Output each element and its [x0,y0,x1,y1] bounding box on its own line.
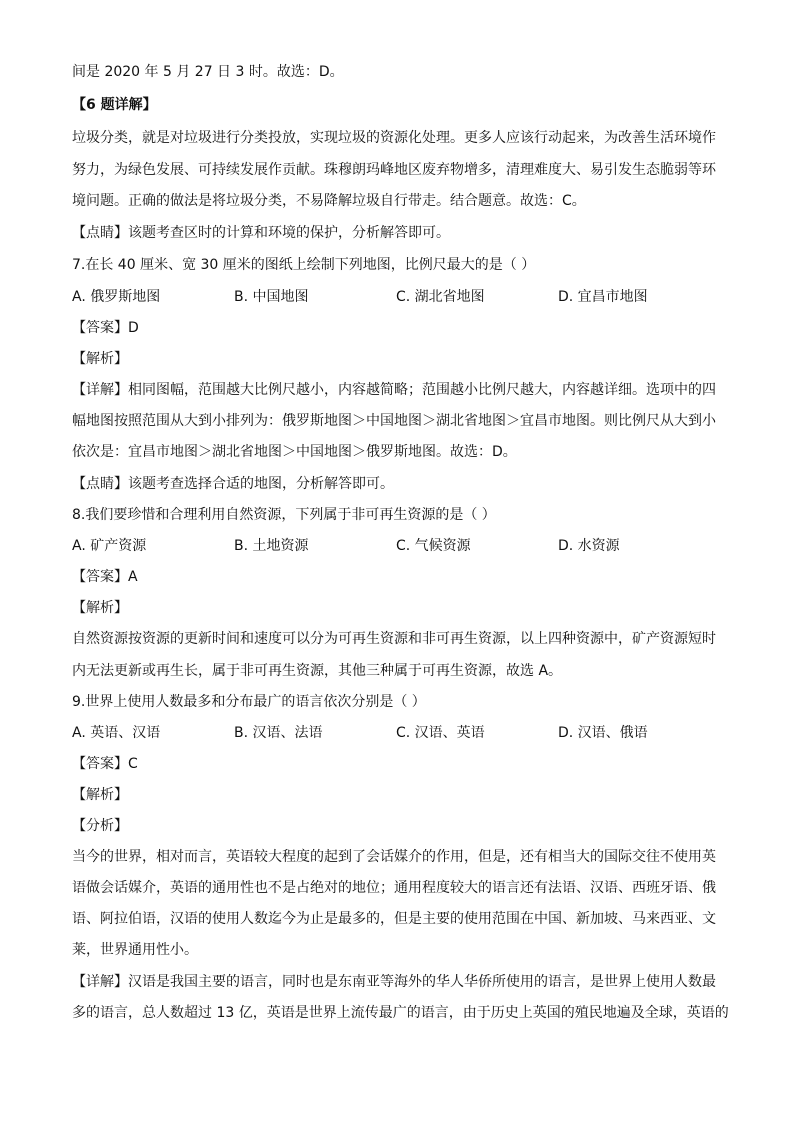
option-d: D. 汉语、俄语 [558,725,648,741]
question-8: 8.我们要珍惜和合理利用自然资源，下列属于非可再生资源的是（ ） [72,507,496,523]
text-line: 【详解】汉语是我国主要的语言，同时也是东南亚等海外的华人华侨所使用的语言，是世界上使用人数最 [72,974,716,990]
option-c: C. 湖北省地图 [396,289,485,305]
section-heading: 【6 题详解】 [72,97,157,113]
answer-label: 【答案】D [72,320,139,336]
text-line: 语做会话媒介，英语的通用性也不是占绝对的地位；通用程度较大的语言还有法语、汉语、西班牙语、俄 [72,880,716,896]
text-line: 努力，为绿色发展、可持续发展作贡献。珠穆朗玛峰地区废弃物增多，清理难度大、易引发生态脆弱等环 [72,162,716,178]
option-d: D. 水资源 [558,538,620,554]
analysis-label: 【分析】 [72,818,128,834]
analysis-label: 【解析】 [72,600,128,616]
question-9-options [72,723,720,743]
question-7-options [72,287,720,307]
text-line: 语、阿拉伯语，汉语的使用人数迄今为止是最多的，但是主要的使用范围在中国、新加坡、马来西亚、文 [72,911,716,927]
question-8-options [72,536,720,556]
text-line: 【详解】相同图幅，范围越大比例尺越小，内容越简略；范围越小比例尺越大，内容越详细。选项中的四 [72,382,716,398]
text-line: 当今的世界，相对而言，英语较大程度的起到了会话媒介的作用，但是，还有相当大的国际交往不使用英 [72,849,716,865]
option-b: B. 土地资源 [234,538,309,554]
text-line: 幅地图按照范围从大到小排列为：俄罗斯地图＞中国地图＞湖北省地图＞宜昌市地图。则比例尺从大到小 [72,413,716,429]
option-a: A. 英语、汉语 [72,725,161,741]
analysis-label: 【解析】 [72,351,128,367]
text-line: 境问题。正确的做法是将垃圾分类，不易降解垃圾自行带走。结合题意。故选：C。 [72,193,586,209]
option-a: A. 俄罗斯地图 [72,289,161,305]
answer-label: 【答案】C [72,756,138,772]
answer-label: 【答案】A [72,569,138,585]
text-line: 内无法更新或再生长，属于非可再生资源，其他三种属于可再生资源，故选 A。 [72,663,563,679]
question-9: 9.世界上使用人数最多和分布最广的语言依次分别是（ ） [72,694,426,710]
text-line: 依次是：宜昌市地图＞湖北省地图＞中国地图＞俄罗斯地图。故选：D。 [72,444,517,460]
option-c: C. 气候资源 [396,538,471,554]
question-7: 7.在长 40 厘米、宽 30 厘米的图纸上绘制下列地图，比例尺最大的是（ ） [72,257,536,273]
option-b: B. 汉语、法语 [234,725,323,741]
text-line: 【点睛】该题考查选择合适的地图，分析解答即可。 [72,476,394,492]
option-d: D. 宜昌市地图 [558,289,648,305]
option-b: B. 中国地图 [234,289,309,305]
text-line: 【点睛】该题考查区时的计算和环境的保护，分析解答即可。 [72,225,450,241]
text-line: 自然资源按资源的更新时间和速度可以分为可再生资源和非可再生资源，以上四种资源中，矿产资源短时 [72,631,716,647]
text-line: 莱，世界通用性小。 [72,942,198,958]
option-c: C. 汉语、英语 [396,725,485,741]
option-a: A. 矿产资源 [72,538,147,554]
text-line: 间是 2020 年 5 月 27 日 3 时。故选：D。 [72,64,344,80]
analysis-label: 【解析】 [72,787,128,803]
text-line: 垃圾分类，就是对垃圾进行分类投放，实现垃圾的资源化处理。更多人应该行动起来，为改善生活环境作 [72,130,716,146]
text-line: 多的语言，总人数超过 13 亿，英语是世界上流传最广的语言，由于历史上英国的殖民地遍及全球，英语的 [72,1005,729,1021]
